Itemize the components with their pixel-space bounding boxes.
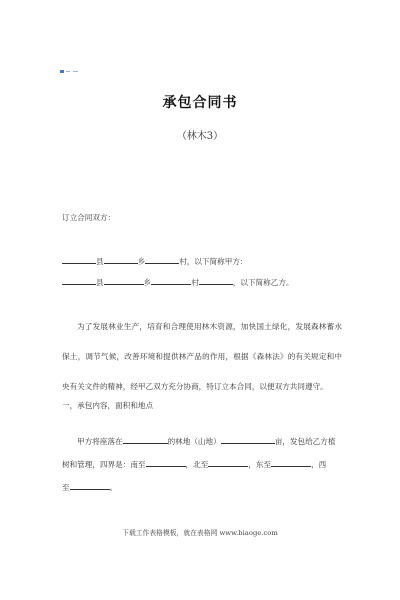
logo-icon	[60, 70, 78, 73]
blank-county-b[interactable]	[62, 277, 96, 285]
label-township: 乡	[137, 257, 146, 266]
document-subtitle: （林木3）	[176, 131, 224, 142]
blank-name-b[interactable]	[199, 277, 233, 285]
blank-township-b[interactable]	[104, 277, 144, 285]
blank-village-b[interactable]	[151, 277, 191, 285]
section1-line-2: 树和管理，四界是：南至 ，北至 ，东至 ，西	[62, 460, 327, 469]
page-footer: 下载工作表格模板，就在表格网 www.biaoge.com	[122, 529, 278, 537]
section1-line-3: 至 。	[62, 483, 118, 492]
party-a-line	[62, 256, 248, 267]
label-party-b-suffix: ，以下简称乙方。	[232, 278, 294, 287]
section1-heading: 一，承包内容，面积和地点	[62, 401, 154, 410]
blank-east[interactable]	[271, 459, 311, 467]
section1-line-1: 甲方将座落在 的林地（山地） 亩，发包给乙方植	[77, 437, 336, 446]
party-b-line	[62, 277, 294, 288]
blank-township-a[interactable]	[104, 256, 138, 264]
label-county: 县	[96, 257, 104, 266]
blank-south[interactable]	[146, 459, 186, 467]
label-county: 县	[96, 278, 104, 287]
preamble-paragraph: 为了发展林业生产，培育和合理使用林木资源，加快国土绿化，发展森林蓄水保土，调节气候，改善环境和提供林产品的作用，根据《森林法》的有关规定和中央有关文件的精神，经甲乙双方充分协商，特订立本合同，以便双方共同遵守。	[62, 322, 342, 391]
blank-village-a[interactable]	[145, 256, 179, 264]
intro-line: 订立合同双方：	[62, 213, 116, 222]
blank-county-a[interactable]	[62, 256, 96, 264]
label-village-a: 村，以下简称甲方：	[179, 257, 248, 266]
blank-location[interactable]	[123, 436, 168, 444]
blank-west[interactable]	[70, 482, 110, 490]
blank-area[interactable]	[221, 436, 275, 444]
label-village-b: 村	[191, 278, 199, 287]
label-township: 乡	[143, 278, 152, 287]
document-title: 承包合同书	[162, 95, 238, 111]
blank-north[interactable]	[208, 459, 248, 467]
